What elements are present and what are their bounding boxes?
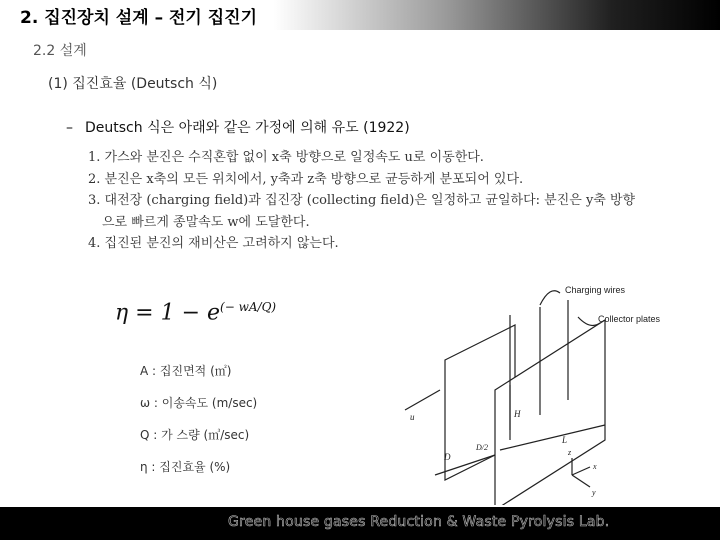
assumption-2: 2. 분진은 x축의 모든 위치에서, y축과 z축 방향으로 균등하게 분포되어 있다. — [88, 171, 524, 187]
assumption-3-continued: 으로 빠르게 종말속도 w에 도달한다. — [102, 214, 310, 230]
label-D-half: D/2 — [476, 443, 488, 452]
assumption-4: 4. 집진된 분진의 재비산은 고려하지 않는다. — [88, 236, 339, 251]
subsection-heading: (1) 집진효율 (Deutsch 식) — [48, 76, 218, 92]
bullet-text: Deutsch 식은 아래와 같은 가정에 의해 유도 (1922) — [85, 120, 410, 136]
precipitator-diagram — [400, 275, 700, 505]
label-y-axis: y — [592, 488, 596, 497]
label-D: D — [444, 452, 451, 462]
assumption-1: 1. 가스와 분진은 수직혼합 없이 x축 방향으로 일정속도 u로 이동한다. — [88, 150, 484, 165]
assumption-3: 3. 대전장 (charging field)과 집진장 (collecting field)은 일정하고 균일하다: 분진은 y축 방향 — [88, 193, 636, 208]
label-charging-wires: Charging wires — [565, 285, 626, 295]
footer-bar — [0, 507, 720, 540]
label-z-axis: z — [568, 448, 572, 457]
dash-marker: – — [66, 120, 73, 136]
definition-velocity: ω : 이송속도 (m/sec) — [140, 396, 258, 410]
label-x-axis: x — [593, 462, 597, 471]
definition-efficiency: η : 집진효율 (%) — [140, 460, 231, 474]
section-heading: 2.2 설계 — [33, 43, 87, 59]
label-L: L — [562, 435, 568, 445]
definition-gas-flow: Q : 가 스량 (㎥/sec) — [140, 428, 250, 442]
formula-base: η = 1 − e — [115, 300, 221, 326]
lab-name: Green house gases Reduction & Waste Pyrolysis Lab. — [228, 514, 610, 530]
formula-exponent: (− wA/Q) — [220, 300, 277, 314]
title-bar — [0, 0, 720, 30]
assumption-list — [88, 147, 688, 255]
label-u: u — [410, 412, 415, 422]
definition-area: A : 집진면적 (㎡) — [140, 364, 232, 378]
slide-title: 2. 집진장치 설계 – 전기 집진기 — [20, 8, 258, 28]
label-H: H — [514, 409, 521, 419]
variable-definitions — [140, 362, 257, 490]
label-collector-plates: Collector plates — [598, 314, 661, 324]
deutsch-formula — [115, 300, 276, 325]
bullet-item — [66, 117, 410, 137]
